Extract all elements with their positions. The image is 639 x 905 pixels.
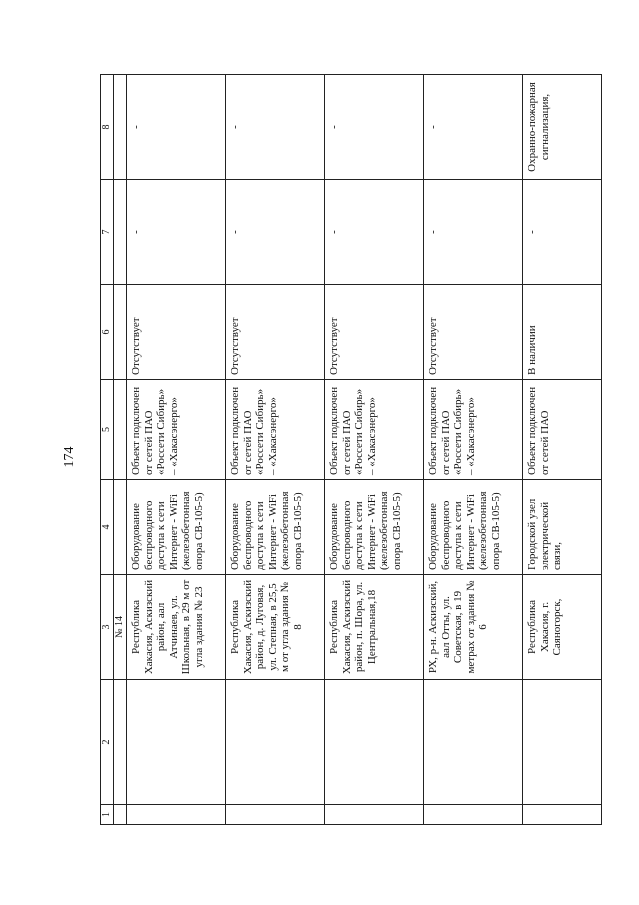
address-cell: РХ, р-н. Аскизский, аал Отты, ул. Советская, в 19 метрах от здания № 6	[424, 575, 523, 680]
column-number-row	[101, 75, 114, 825]
col7-cell: -	[226, 180, 325, 285]
infrastructure-table	[100, 74, 602, 825]
col7-cell: -	[424, 180, 523, 285]
subheader-row	[114, 75, 127, 825]
column-header: 2	[101, 680, 114, 805]
col7-cell: -	[523, 180, 602, 285]
equipment-cell: Оборудование беспроводного доступа к сети Интернет - WiFi (железобетонная опора СВ-105-5)	[226, 480, 325, 575]
column-header: 6	[101, 285, 114, 380]
col8-cell: -	[226, 75, 325, 180]
address-cell: Республика Хакасия, Аскизский район, аал Атчинаев, ул. Школьная, в 29 м от угла здания № 23	[127, 575, 226, 680]
rotated-table-container	[100, 75, 594, 825]
connection-cell: Объект подключен от сетей ПАО «Россети Сибирь» – «Хакасэнерго»	[226, 380, 325, 480]
availability-cell: Отсутствует	[127, 285, 226, 380]
equipment-cell: Оборудование беспроводного доступа к сети Интернет - WiFi (железобетонная опора СВ-105-5)	[127, 480, 226, 575]
connection-cell: Объект подключен от сетей ПАО «Россети Сибирь» – «Хакасэнерго»	[424, 380, 523, 480]
column-header: 5	[101, 380, 114, 480]
column-header: 8	[101, 75, 114, 180]
connection-cell: Объект подключен от сетей ПАО «Россети Сибирь» – «Хакасэнерго»	[127, 380, 226, 480]
column-header: 4	[101, 480, 114, 575]
col8-cell: -	[127, 75, 226, 180]
availability-cell: Отсутствует	[226, 285, 325, 380]
equipment-cell: Оборудование беспроводного доступа к сети Интернет - WiFi (железобетонная опора СВ-105-5)	[424, 480, 523, 575]
column-header: 1	[101, 805, 114, 825]
table-row	[127, 75, 226, 825]
col8-cell: -	[325, 75, 424, 180]
equipment-cell: Городской узел электрической связи,	[523, 480, 602, 575]
connection-cell: Объект подключен от сетей ПАО	[523, 380, 602, 480]
availability-cell: Отсутствует	[325, 285, 424, 380]
subheader-cell: № 14	[114, 575, 127, 680]
page-number: 174	[62, 446, 77, 468]
table-row	[325, 75, 424, 825]
address-cell: Республика Хакасия, Аскизский район, п. Шора, ул. Центральная,18	[325, 575, 424, 680]
equipment-cell: Оборудование беспроводного доступа к сети Интернет - WiFi (железобетонная опора СВ-105-5)	[325, 480, 424, 575]
table-row	[424, 75, 523, 825]
availability-cell: Отсутствует	[424, 285, 523, 380]
address-cell: Республика Хакасия, Аскизский район, д. Луговая, ул. Степная, в 25,5 м от угла здания № 8	[226, 575, 325, 680]
col7-cell: -	[127, 180, 226, 285]
col8-cell: Охранно-пожарная сигнализация,	[523, 75, 602, 180]
column-header: 3	[101, 575, 114, 680]
address-cell: Республика Хакасия, г. Саяногорск,	[523, 575, 602, 680]
col8-cell: -	[424, 75, 523, 180]
column-header: 7	[101, 180, 114, 285]
table-row	[523, 75, 602, 825]
col7-cell: -	[325, 180, 424, 285]
table-row	[226, 75, 325, 825]
connection-cell: Объект подключен от сетей ПАО «Россети Сибирь» – «Хакасэнерго»	[325, 380, 424, 480]
availability-cell: В наличии	[523, 285, 602, 380]
